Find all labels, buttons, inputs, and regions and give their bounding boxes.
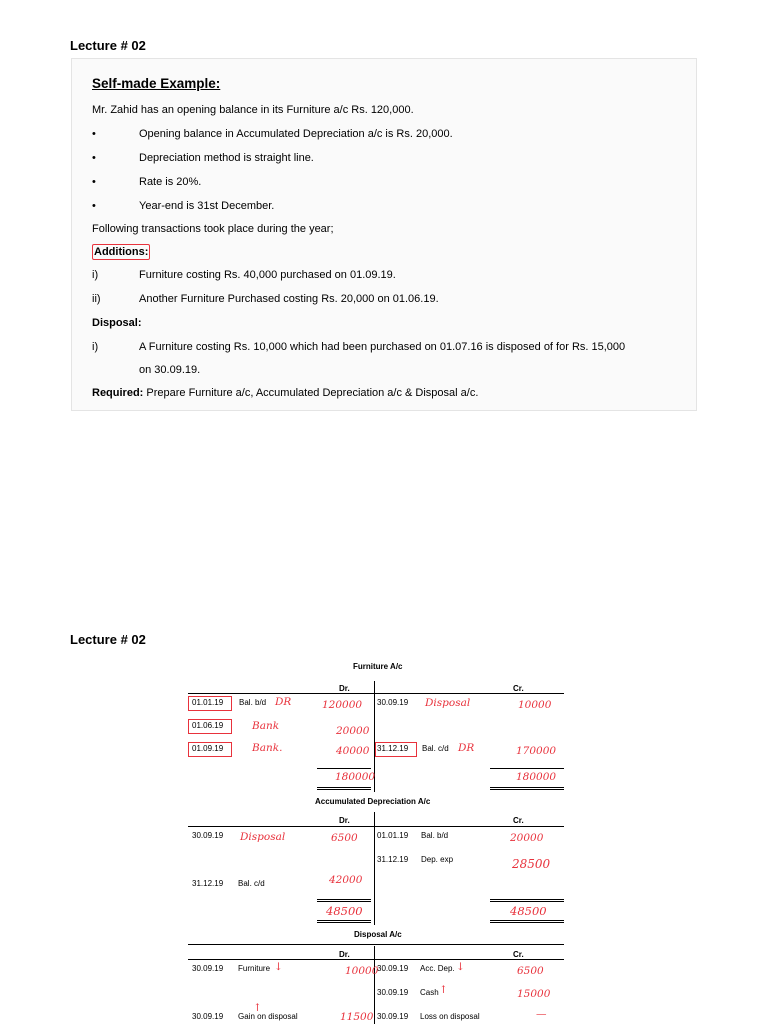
additions-heading-text: Additions: [94,246,149,258]
furniture-right-amount: 170000 [516,745,557,757]
ledger-rule [188,693,564,694]
addition-text: Furniture costing Rs. 40,000 purchased on 01.09.19. [139,269,396,281]
disposal-text-continued: on 30.09.19. [139,364,201,376]
handwritten-note: DR [458,742,475,754]
total-rule [490,787,564,788]
bullet-symbol: • [92,200,96,212]
total-rule [490,922,564,923]
arrow-up-icon: ↑ [439,984,448,996]
total-rule [317,899,371,900]
total-rule [317,789,371,790]
disposal-ac-title: Disposal A/c [354,930,402,939]
cr-header: Cr. [513,816,524,825]
furniture-left-amount: 120000 [322,699,363,711]
furniture-total-right: 180000 [516,771,557,783]
disposal-left-amount: 11500 [340,1011,374,1023]
furniture-right-particular: Bal. c/d [422,744,449,753]
disposal-right-particular: Acc. Dep. [420,964,455,973]
disposal-right-amount: 15000 [517,988,551,1000]
bullet-text: Depreciation method is straight line. [139,152,314,164]
disposal-right-amount: 6500 [517,965,544,977]
furniture-right-date: 30.09.19 [377,698,409,707]
disposal-right-date: 30.09.19 [377,988,409,997]
lecture-heading-bottom: Lecture # 02 [70,632,146,647]
ledger-rule [188,959,564,960]
disposal-heading: Disposal: [92,317,142,329]
lecture-heading-top: Lecture # 02 [70,38,146,53]
acc-dep-left-date: 30.09.19 [192,831,224,840]
total-rule [490,920,564,921]
total-rule [490,899,564,900]
acc-dep-right-amount: 28500 [512,857,551,871]
furniture-left-particular: Bal. b/d [239,698,267,707]
addition-text: Another Furniture Purchased costing Rs. 20,000 on 01.06.19. [139,293,439,305]
total-rule [317,901,371,902]
disposal-right-date: 30.09.19 [377,964,409,973]
total-rule [490,901,564,902]
handwritten-note: Disposal [240,831,286,843]
disposal-left-particular: Furniture [238,964,271,973]
furniture-total-left: 180000 [335,771,376,783]
dr-header: Dr. [339,684,350,693]
acc-dep-right-date: 01.01.19 [377,831,409,840]
ledger-rule [188,944,564,945]
total-rule [317,787,371,788]
furniture-right-date: 31.12.19 [377,744,409,753]
arrow-down-icon: ↓ [274,961,283,973]
furniture-left-date: 01.06.19 [192,721,224,730]
bullet-text: Rate is 20%. [139,176,202,188]
bullet-symbol: • [92,152,96,164]
cr-header: Cr. [513,950,524,959]
acc-dep-right-particular: Bal. b/d [421,831,449,840]
disposal-left-date: 30.09.19 [192,964,224,973]
handwritten-note: DR [275,696,292,708]
example-box [71,58,697,411]
required-line [92,386,478,400]
disposal-left-amount: 10000 [345,965,379,977]
disposal-text: A Furniture costing Rs. 10,000 which had been purchased on 01.07.16 is disposed of for Rs. 15,000 [139,341,626,353]
example-title: Self-made Example: [92,76,221,91]
required-text: Prepare Furniture a/c, Accumulated Depreciation a/c & Disposal a/c. [143,387,479,399]
arrow-down-icon: ↓ [456,961,465,973]
total-rule [490,789,564,790]
acc-dep-right-amount: 20000 [510,832,544,844]
disposal-left-particular: Gain on disposal [238,1012,298,1021]
furniture-left-amount: 20000 [336,725,370,737]
bullet-symbol: • [92,176,96,188]
disposal-right-date: 30.09.19 [377,1012,409,1021]
total-rule [317,920,371,921]
disposal-right-amount: — [536,1008,547,1020]
acc-dep-left-date: 31.12.19 [192,879,224,888]
disposal-number: i) [92,341,99,353]
furniture-left-amount: 40000 [336,745,370,757]
furniture-right-amount: 10000 [518,699,552,711]
acc-dep-ac-title: Accumulated Depreciation A/c [315,797,431,806]
acc-dep-left-amount: 42000 [329,874,363,886]
ledger-divider [374,946,375,1024]
bullet-text: Opening balance in Accumulated Depreciation a/c is Rs. 20,000. [139,128,453,140]
arrow-up-icon: ↑ [253,1002,262,1014]
dr-header: Dr. [339,950,350,959]
total-rule [317,922,371,923]
acc-dep-right-particular: Dep. exp [421,855,454,864]
acc-dep-total-right: 48500 [510,904,547,918]
furniture-ac-title: Furniture A/c [353,662,403,671]
addition-number: i) [92,269,99,281]
acc-dep-left-particular: Bal. c/d [238,879,265,888]
bullet-text: Year-end is 31st December. [139,200,275,212]
additions-heading [92,245,150,259]
required-label: Required: [92,387,144,399]
handwritten-note: Bank. [252,742,283,754]
disposal-right-particular: Cash [420,988,439,997]
acc-dep-total-left: 48500 [326,904,363,918]
furniture-left-date: 01.01.19 [192,698,224,707]
following-line: Following transactions took place during the year; [92,223,334,235]
disposal-left-date: 30.09.19 [192,1012,224,1021]
handwritten-note: Disposal [425,697,471,709]
intro-line: Mr. Zahid has an opening balance in its Furniture a/c Rs. 120,000. [92,104,414,116]
furniture-left-date: 01.09.19 [192,744,224,753]
acc-dep-left-amount: 6500 [331,832,358,844]
disposal-right-particular: Loss on disposal [420,1012,480,1021]
dr-header: Dr. [339,816,350,825]
ledger-divider [374,812,375,925]
addition-number: ii) [92,293,101,305]
bullet-symbol: • [92,128,96,140]
total-rule [317,768,371,769]
total-rule [490,768,564,769]
cr-header: Cr. [513,684,524,693]
handwritten-note: Bank [252,720,280,732]
ledger-rule [188,826,564,827]
acc-dep-right-date: 31.12.19 [377,855,409,864]
